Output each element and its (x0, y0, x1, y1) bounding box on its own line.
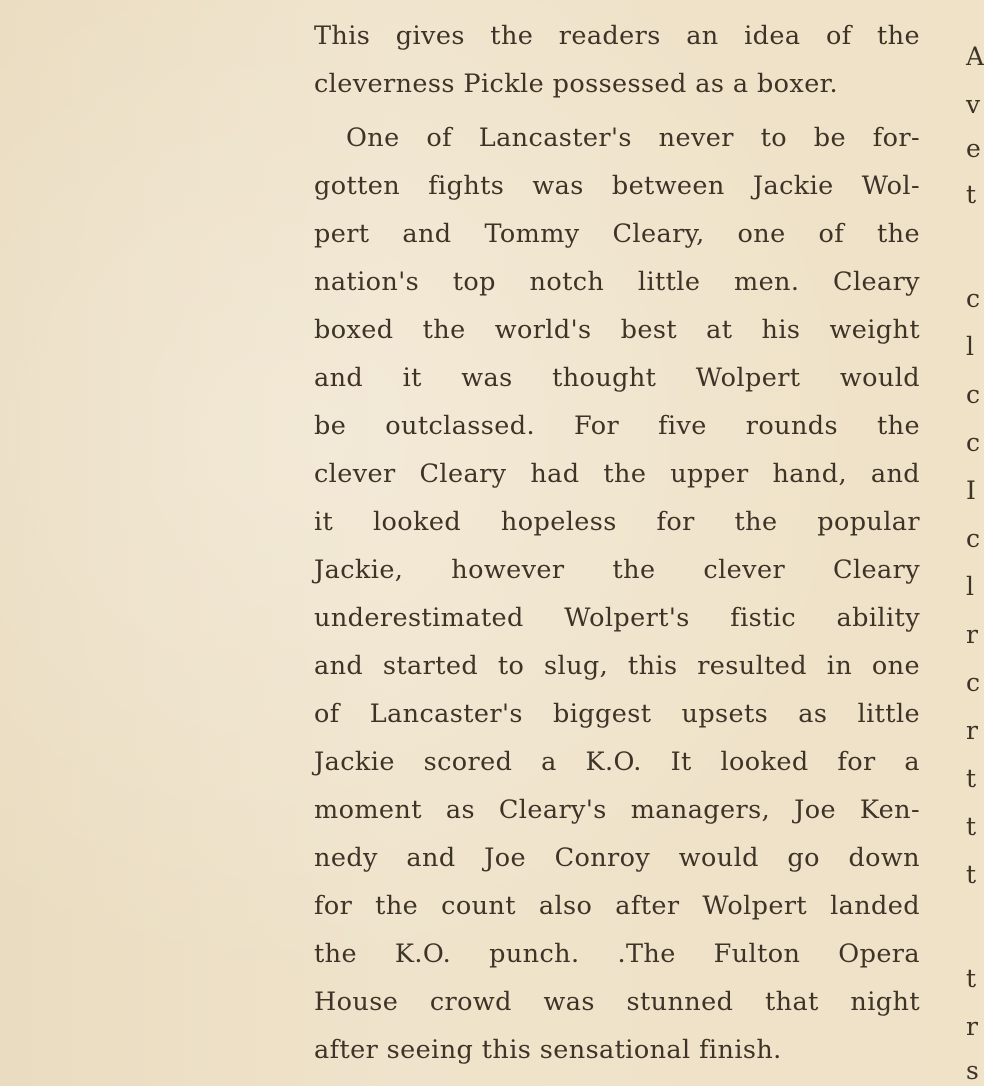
text-line: pert and Tommy Cleary, one of the (314, 219, 920, 249)
text-line: House crowd was stunned that night (314, 987, 920, 1017)
text-line: nation's top notch little men. Cleary (314, 267, 920, 297)
text-line: cleverness Pickle possessed as a boxer. (314, 69, 838, 99)
text-line: This gives the readers an idea of the (314, 21, 920, 51)
edge-letter: c (966, 284, 981, 313)
text-line: Jackie scored a K.O. It looked for a (314, 747, 920, 777)
edge-letter: A (966, 42, 984, 71)
edge-letter: r (966, 716, 978, 745)
edge-letter: v (966, 90, 981, 119)
edge-letter: t (966, 964, 977, 993)
adjacent-column-edge (958, 0, 984, 1086)
edge-letter: e (966, 134, 981, 163)
edge-letter: r (966, 620, 978, 649)
text-line: Jackie, however the clever Cleary (314, 555, 920, 585)
edge-letter: t (966, 764, 977, 793)
text-line: the K.O. punch. .The Fulton Opera (314, 939, 920, 969)
edge-letter: c (966, 524, 981, 553)
text-line: be outclassed. For five rounds the (314, 411, 920, 441)
edge-letter: c (966, 668, 981, 697)
edge-letter: t (966, 812, 977, 841)
text-line: clever Cleary had the upper hand, and (314, 459, 920, 489)
text-line: One of Lancaster's never to be for- (346, 123, 920, 153)
text-line: boxed the world's best at his weight (314, 315, 920, 345)
text-line: nedy and Joe Conroy would go down (314, 843, 920, 873)
edge-letter: r (966, 1012, 978, 1041)
text-line: for the count also after Wolpert landed (314, 891, 920, 921)
edge-letter: l (966, 332, 974, 361)
text-line: and it was thought Wolpert would (314, 363, 920, 393)
edge-letter: t (966, 860, 977, 889)
edge-letter: t (966, 180, 977, 209)
edge-letter: s (966, 1056, 979, 1085)
edge-letter: I (966, 476, 976, 505)
text-line: moment as Cleary's managers, Joe Ken- (314, 795, 920, 825)
text-line: it looked hopeless for the popular (314, 507, 920, 537)
edge-letter: l (966, 572, 974, 601)
text-line: and started to slug, this resulted in one (314, 651, 920, 681)
edge-letter: c (966, 380, 981, 409)
edge-letter: c (966, 428, 981, 457)
text-line: gotten fights was between Jackie Wol- (314, 171, 920, 201)
text-line: underestimated Wolpert's fistic ability (314, 603, 920, 633)
text-line: after seeing this sensational finish. (314, 1035, 782, 1065)
text-line: of Lancaster's biggest upsets as little (314, 699, 920, 729)
